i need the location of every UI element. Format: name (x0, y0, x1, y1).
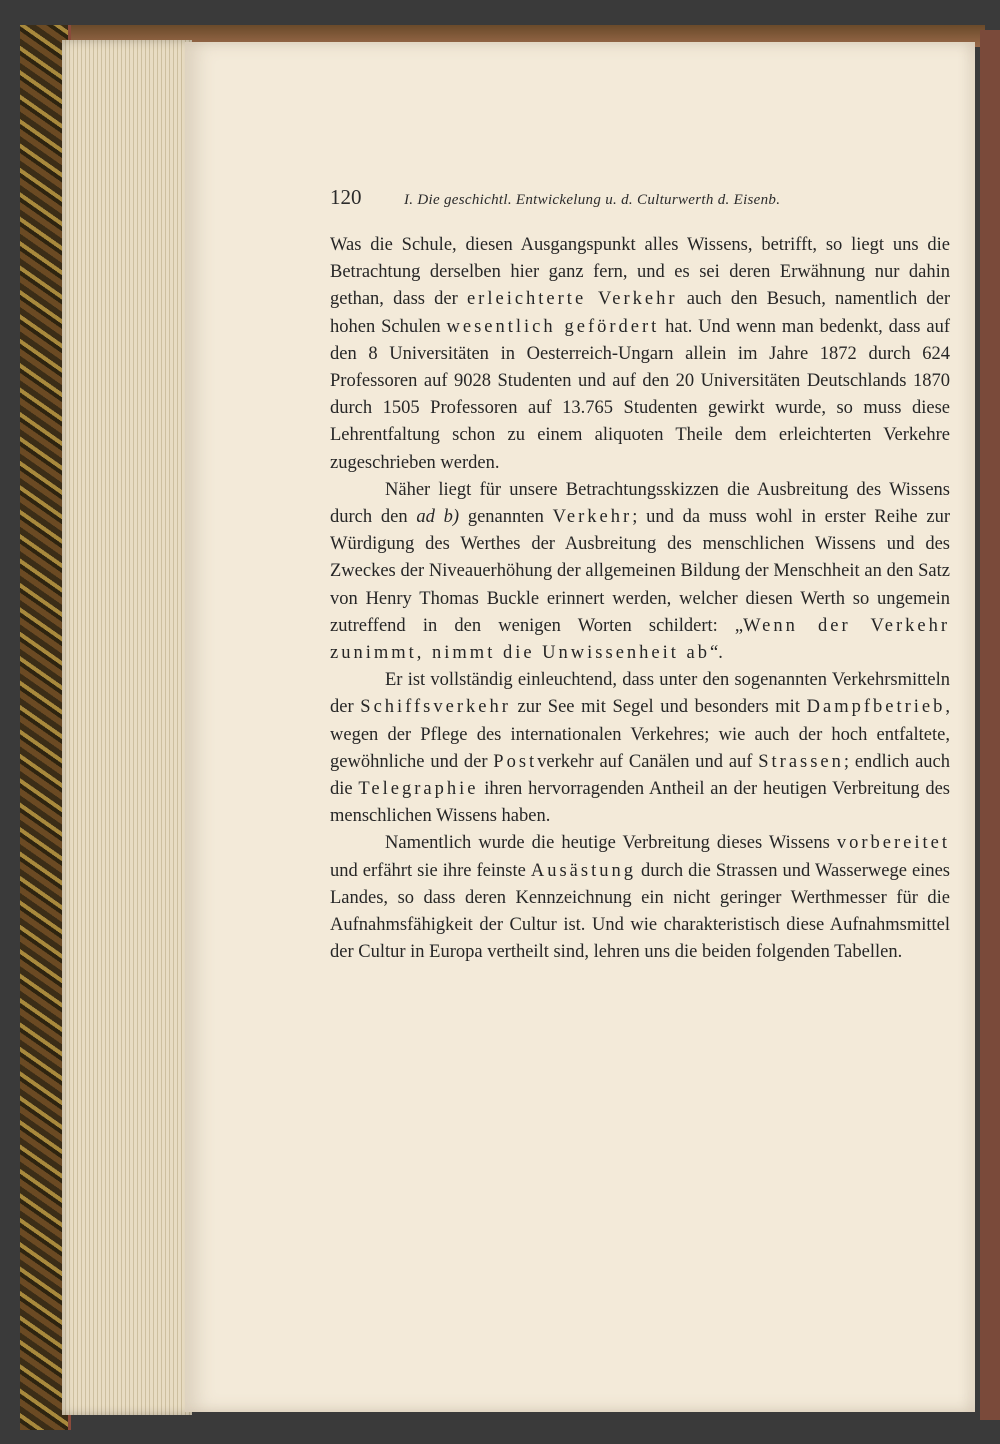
spaced-emphasis-text: Telegraphie (358, 779, 479, 800)
paragraph (330, 477, 950, 667)
spaced-emphasis-text: Post (493, 751, 538, 772)
spaced-emphasis-text: Wenn der Verkehr zunimmt, nimmt die Unwissenheit ab (330, 615, 950, 664)
paragraph (330, 830, 950, 966)
text-run: Was die Schule, diesen Ausgangspunkt alles Wissens, betrifft, so liegt uns die Betrachtung derselben hier ganz fern, und es sei deren Erwähnung nur dahin gethan, dass der (330, 235, 950, 310)
text-run: und erfährt sie ihre feinste (330, 860, 531, 881)
spaced-emphasis-text: Verkehr (552, 507, 633, 528)
page-header (330, 185, 950, 210)
text-run: Näher liegt für unsere Betrachtungsskizzen die Ausbreitung des Wissens durch den (330, 479, 950, 528)
book-cover-right-edge (980, 30, 1000, 1420)
running-title: I. Die geschichtl. Entwickelung u. d. Culturwerth d. Eisenb. (404, 192, 781, 208)
text-run: ihren hervorragenden Antheil an der heutigen Verbreitung des menschlichen Wissens haben. (330, 779, 950, 827)
text-run: ; endlich auch die (330, 751, 951, 800)
spaced-emphasis-text: erleichterte Verkehr (466, 289, 678, 310)
text-run: verkehr auf Canälen und auf (537, 751, 759, 772)
spaced-emphasis-text: Ausästung (530, 860, 636, 881)
spaced-emphasis-text: vorbereitet (836, 833, 950, 854)
text-run: , wegen der Pflege des internationalen Verkehres; wie auch der hoch entfaltete, gewöhnliche und der (330, 697, 950, 772)
page-body (330, 232, 950, 966)
paragraph (330, 232, 950, 477)
spaced-emphasis-text: wesentlich gefördert (446, 316, 660, 337)
text-run: Namentlich wurde die heutige Verbreitung dieses Wissens (385, 833, 837, 854)
spaced-emphasis-text: Dampfbetrieb (806, 697, 946, 718)
text-run: “. (709, 643, 723, 664)
spaced-emphasis-text: Schiffsverkehr (360, 697, 511, 718)
text-run: genannten (459, 507, 553, 528)
text-run: zur See mit Segel und besonders mit (510, 697, 807, 718)
text-run: ; und da muss wohl in erster Reihe zur Würdigung des Werthes der Ausbreitung des menschlichen Wissens und des Zweckes der Niveauerhöhung der allgemeinen Bildung der Menschheit an den Satz von Henry Thomas Buckle erinnert werden, welcher diesen Werth so ungemein zutreffend in den wenigen Worten schildert: „ (330, 507, 950, 636)
text-run: Er ist vollständig einleuchtend, dass unter den sogenannten Verkehrsmitteln der (330, 670, 950, 718)
page-block-edges (62, 40, 192, 1415)
paragraph (330, 667, 950, 830)
text-run: auch den Besuch, namentlich der hohen Schulen (330, 289, 950, 337)
italic-text: ad b) (416, 507, 460, 528)
text-run: durch die Strassen und Wasserwege eines Landes, so dass deren Kennzeichnung ein nicht geringer Werthmesser für die Aufnahmsfähigkeit der Cultur ist. Und wie charakteristisch diese Aufnahmsmittel der Cultur in Europa vertheilt sind, lehren uns die beiden folgenden Tabellen. (330, 860, 951, 963)
text-run: hat. Und wenn man bedenkt, dass auf den 8 Universitäten in Oesterreich-Ungarn allein im Jahre 1872 durch 624 Professoren auf 9028 Studenten und auf den 20 Universitäten Deutschlands 1870 durch 1505 Professoren auf 13.765 Studenten gewirkt wurde, so muss diese Lehrentfaltung schon zu einem aliquoten Theile dem erleichterten Verkehre zugeschrieben werden. (330, 316, 950, 473)
spaced-emphasis-text: Strassen (758, 751, 844, 772)
page-number: 120 (330, 185, 362, 209)
